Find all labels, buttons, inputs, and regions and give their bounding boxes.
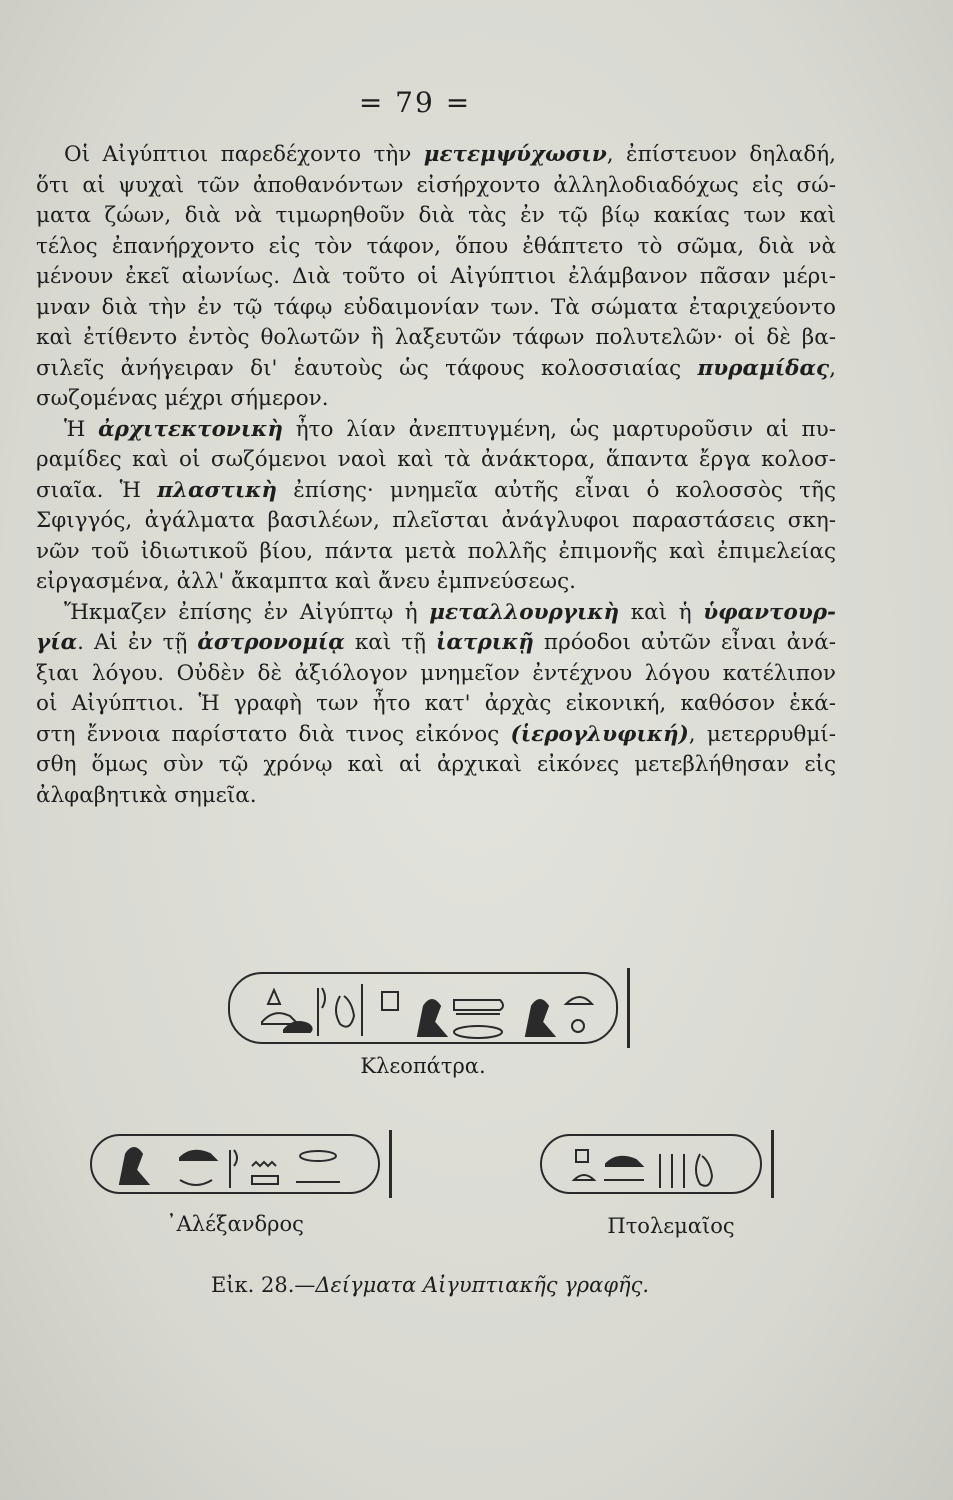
hieroglyph-reed-icon <box>230 1150 237 1188</box>
text-line: μένουν ἐκεῖ αἰωνίως. Διὰ τοῦτο οἱ Αἰγύπτιοι ἐλάμβανον πᾶσαν μέρι- <box>36 264 836 289</box>
hieroglyph-mouth-icon <box>296 1151 340 1182</box>
figure-caption <box>0 1273 860 1297</box>
hieroglyph-vulture-icon <box>120 1148 148 1184</box>
hieroglyph-reed-icon <box>660 1154 684 1188</box>
text-line: ραμίδες καὶ οἱ σωζόμενοι ναοὶ καὶ τὰ ἀνάκτορα, ἅπαντα ἔργα κολοσ- <box>36 447 836 472</box>
text-line: τέλος ἐπανήρχοντο εἰς τὸν τάφον, ὅπου ἐθάπτετο τὸ σῶμα, διὰ νὰ <box>36 233 836 259</box>
hieroglyph-rope-icon <box>336 996 354 1027</box>
hieroglyph-rope-icon <box>696 1154 712 1186</box>
text-line: Οἱ Αἰγύπτιοι παρεδέχοντο τὴν μετεμψύχωσιν, ἐπίστευον δηλαδή, <box>64 142 836 167</box>
text-line: μναν διὰ τὴν ἐν τῷ τάφῳ εὐδαιμονίαν των. Τὰ σώματα ἐταριχεύοντο <box>36 294 836 320</box>
text-line: Ἡ ἀρχιτεκτονικὴ ἦτο λίαν ἀνεπτυγμένη, ὡς μαρτυροῦσιν αἱ πυ- <box>64 416 837 442</box>
text-line: στη ἔννοια παρίστατο διὰ τινος εἰκόνος (ἱερογλυφική), μετερρυθμί- <box>36 721 837 747</box>
text-line: Ἤκμαζεν ἐπίσης ἐν Αἰγύπτῳ ἡ μεταλλουργικὴ καὶ ἡ ὑφαντουρ- <box>64 599 836 625</box>
hieroglyph-reed-icon <box>318 988 325 1036</box>
hieroglyph-lion-icon <box>604 1157 644 1180</box>
text-line: καὶ ἐτίθεντο ἐντὸς θολωτῶν ἢ λαξευτῶν τάφων πολυτελῶν· οἱ δὲ βα- <box>36 325 836 350</box>
text-line: ματα ζώων, διὰ νὰ τιμωρηθοῦν διὰ τὰς ἐν τῷ βίῳ κακίας των καὶ <box>36 203 836 228</box>
text-line: νῶν τοῦ ἰδιωτικοῦ βίου, πάντα μετὰ πολλῆς ἐπιμονῆς καὶ ἐπιμελείας <box>36 538 836 564</box>
text-line: ξιαι λόγου. Οὐδὲν δὲ ἀξιόλογον μνημεῖον ἐντέχνου λόγου κατέλιπον <box>36 660 836 686</box>
hieroglyph-bread-icon <box>574 1175 594 1180</box>
text-line: σωζομένας μέχρι σήμερον. <box>36 386 329 411</box>
hieroglyph-square-icon <box>576 1150 588 1162</box>
hieroglyph-hand-icon <box>262 990 298 1024</box>
hieroglyph-mouth-icon <box>454 1026 502 1038</box>
text-line: σθη ὅμως σὺν τῷ χρόνῳ καὶ αἱ ἀρχικαὶ εἰκόνες μετεβλήθησαν εἰς <box>36 752 836 777</box>
page-number: = 79 = <box>358 86 472 119</box>
text-line: ἀλφαβητικὰ σημεῖα. <box>36 782 257 808</box>
caption-prefix: Εἰκ. 28.— <box>210 1273 316 1297</box>
hieroglyph-hand-icon <box>454 1000 503 1014</box>
hieroglyph-water-icon <box>252 1162 278 1184</box>
hieroglyph-bread-icon <box>566 997 592 1032</box>
text-line: γία. Αἱ ἐν τῇ ἀστρονομίᾳ καὶ τῇ ἰατρικῇ πρόοδοι αὐτῶν εἶναι ἀνά- <box>36 630 836 655</box>
text-line: ὅτι αἱ ψυχαὶ τῶν ἀποθανόντων εἰσήρχοντο ἀλληλοδιαδόχως εἰς σώ- <box>36 172 836 198</box>
hieroglyph-lion-icon <box>180 1151 216 1160</box>
text-line: οἱ Αἰγύπτιοι. Ἡ γραφὴ των ἦτο κατ' ἀρχὰς εἰκονική, καθόσον ἑκά- <box>36 691 836 716</box>
hieroglyph-vulture-icon <box>418 1000 446 1036</box>
hieroglyph-vulture-icon <box>526 1000 554 1036</box>
text-line: Σφιγγός, ἀγάλματα βασιλέων, πλεῖσται ἀνάγλυφοι παραστάσεις σκη- <box>36 508 836 533</box>
text-line: σιαῖα. Ἡ πλαστικὴ ἐπίσης· μνημεῖα αὐτῆς εἶναι ὁ κολοσσὸς τῆς <box>36 477 836 503</box>
caption-title: Δείγματα Αἰγυπτιακῆς γραφῆς. <box>315 1273 650 1297</box>
cartouche-label-alexander: ᾿Αλέξανδρος <box>166 1212 304 1236</box>
cartouche-label-cleopatra: Κλεοπάτρα. <box>360 1054 486 1078</box>
hieroglyph-mat-icon <box>362 984 398 1036</box>
hieroglyph-basket-icon <box>180 1180 212 1185</box>
text-line: εἰργασμένα, ἀλλ' ἄκαμπτα καὶ ἄνευ ἐμπνεύσεως. <box>36 569 576 594</box>
text-line: σιλεῖς ἀνήγειραν δι' ἑαυτοὺς ὡς τάφους κολοσσιαίας πυραμίδας, <box>36 355 836 381</box>
cartouche-label-ptolemy: Πτολεμαῖος <box>607 1214 735 1238</box>
